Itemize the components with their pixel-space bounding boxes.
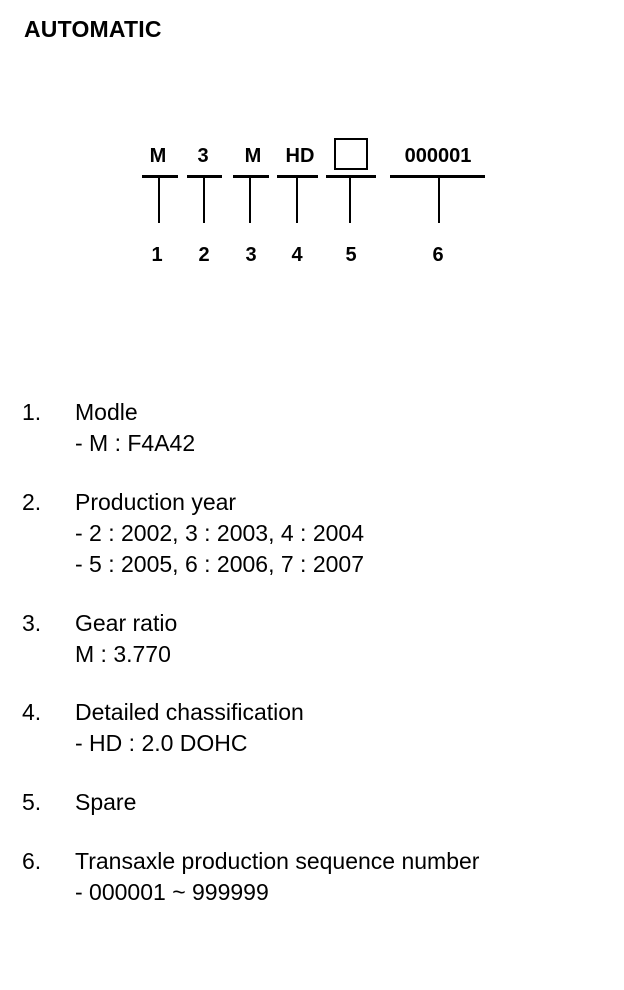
item-number: 3. bbox=[22, 610, 42, 636]
position-number: 4 bbox=[291, 244, 303, 266]
item-detail: - 5 : 2005, 6 : 2006, 7 : 2007 bbox=[75, 551, 364, 577]
code-underline bbox=[142, 175, 178, 178]
position-number: 6 bbox=[432, 244, 444, 266]
item-detail: - HD : 2.0 DOHC bbox=[75, 730, 248, 756]
position-number: 2 bbox=[198, 244, 210, 266]
code-pointer-line bbox=[249, 177, 251, 223]
item-number: 1. bbox=[22, 399, 42, 425]
code-segment-classification: HD bbox=[285, 145, 315, 167]
item-heading: Transaxle production sequence number bbox=[75, 848, 480, 874]
item-number: 2. bbox=[22, 489, 42, 515]
position-number: 3 bbox=[245, 244, 257, 266]
item-heading: Spare bbox=[75, 789, 137, 815]
item-heading: Detailed chassification bbox=[75, 699, 304, 725]
item-detail: - 2 : 2002, 3 : 2003, 4 : 2004 bbox=[75, 520, 364, 546]
code-pointer-line bbox=[438, 177, 440, 223]
code-diagram bbox=[0, 0, 624, 300]
code-segment-sequence: 000001 bbox=[404, 145, 472, 167]
code-pointer-line bbox=[296, 177, 298, 223]
page-title: AUTOMATIC bbox=[24, 16, 162, 42]
item-number: 6. bbox=[22, 848, 42, 874]
code-pointer-line bbox=[203, 177, 205, 223]
position-number: 5 bbox=[345, 244, 357, 266]
code-segment-year: 3 bbox=[197, 145, 209, 167]
item-heading: Production year bbox=[75, 489, 237, 515]
code-pointer-line bbox=[349, 177, 351, 223]
item-detail: - 000001 ~ 999999 bbox=[75, 879, 269, 905]
code-segment-gear-ratio: M bbox=[244, 145, 262, 167]
item-number: 4. bbox=[22, 699, 42, 725]
position-number: 1 bbox=[151, 244, 163, 266]
code-underline bbox=[326, 175, 376, 178]
code-pointer-line bbox=[158, 177, 160, 223]
item-detail: M : 3.770 bbox=[75, 641, 171, 667]
item-detail: - M : F4A42 bbox=[75, 430, 196, 456]
item-number: 5. bbox=[22, 789, 42, 815]
code-underline bbox=[233, 175, 269, 178]
code-segment-spare-box bbox=[334, 138, 368, 170]
item-heading: Gear ratio bbox=[75, 610, 178, 636]
item-heading: Modle bbox=[75, 399, 138, 425]
code-segment-model: M bbox=[149, 145, 167, 167]
